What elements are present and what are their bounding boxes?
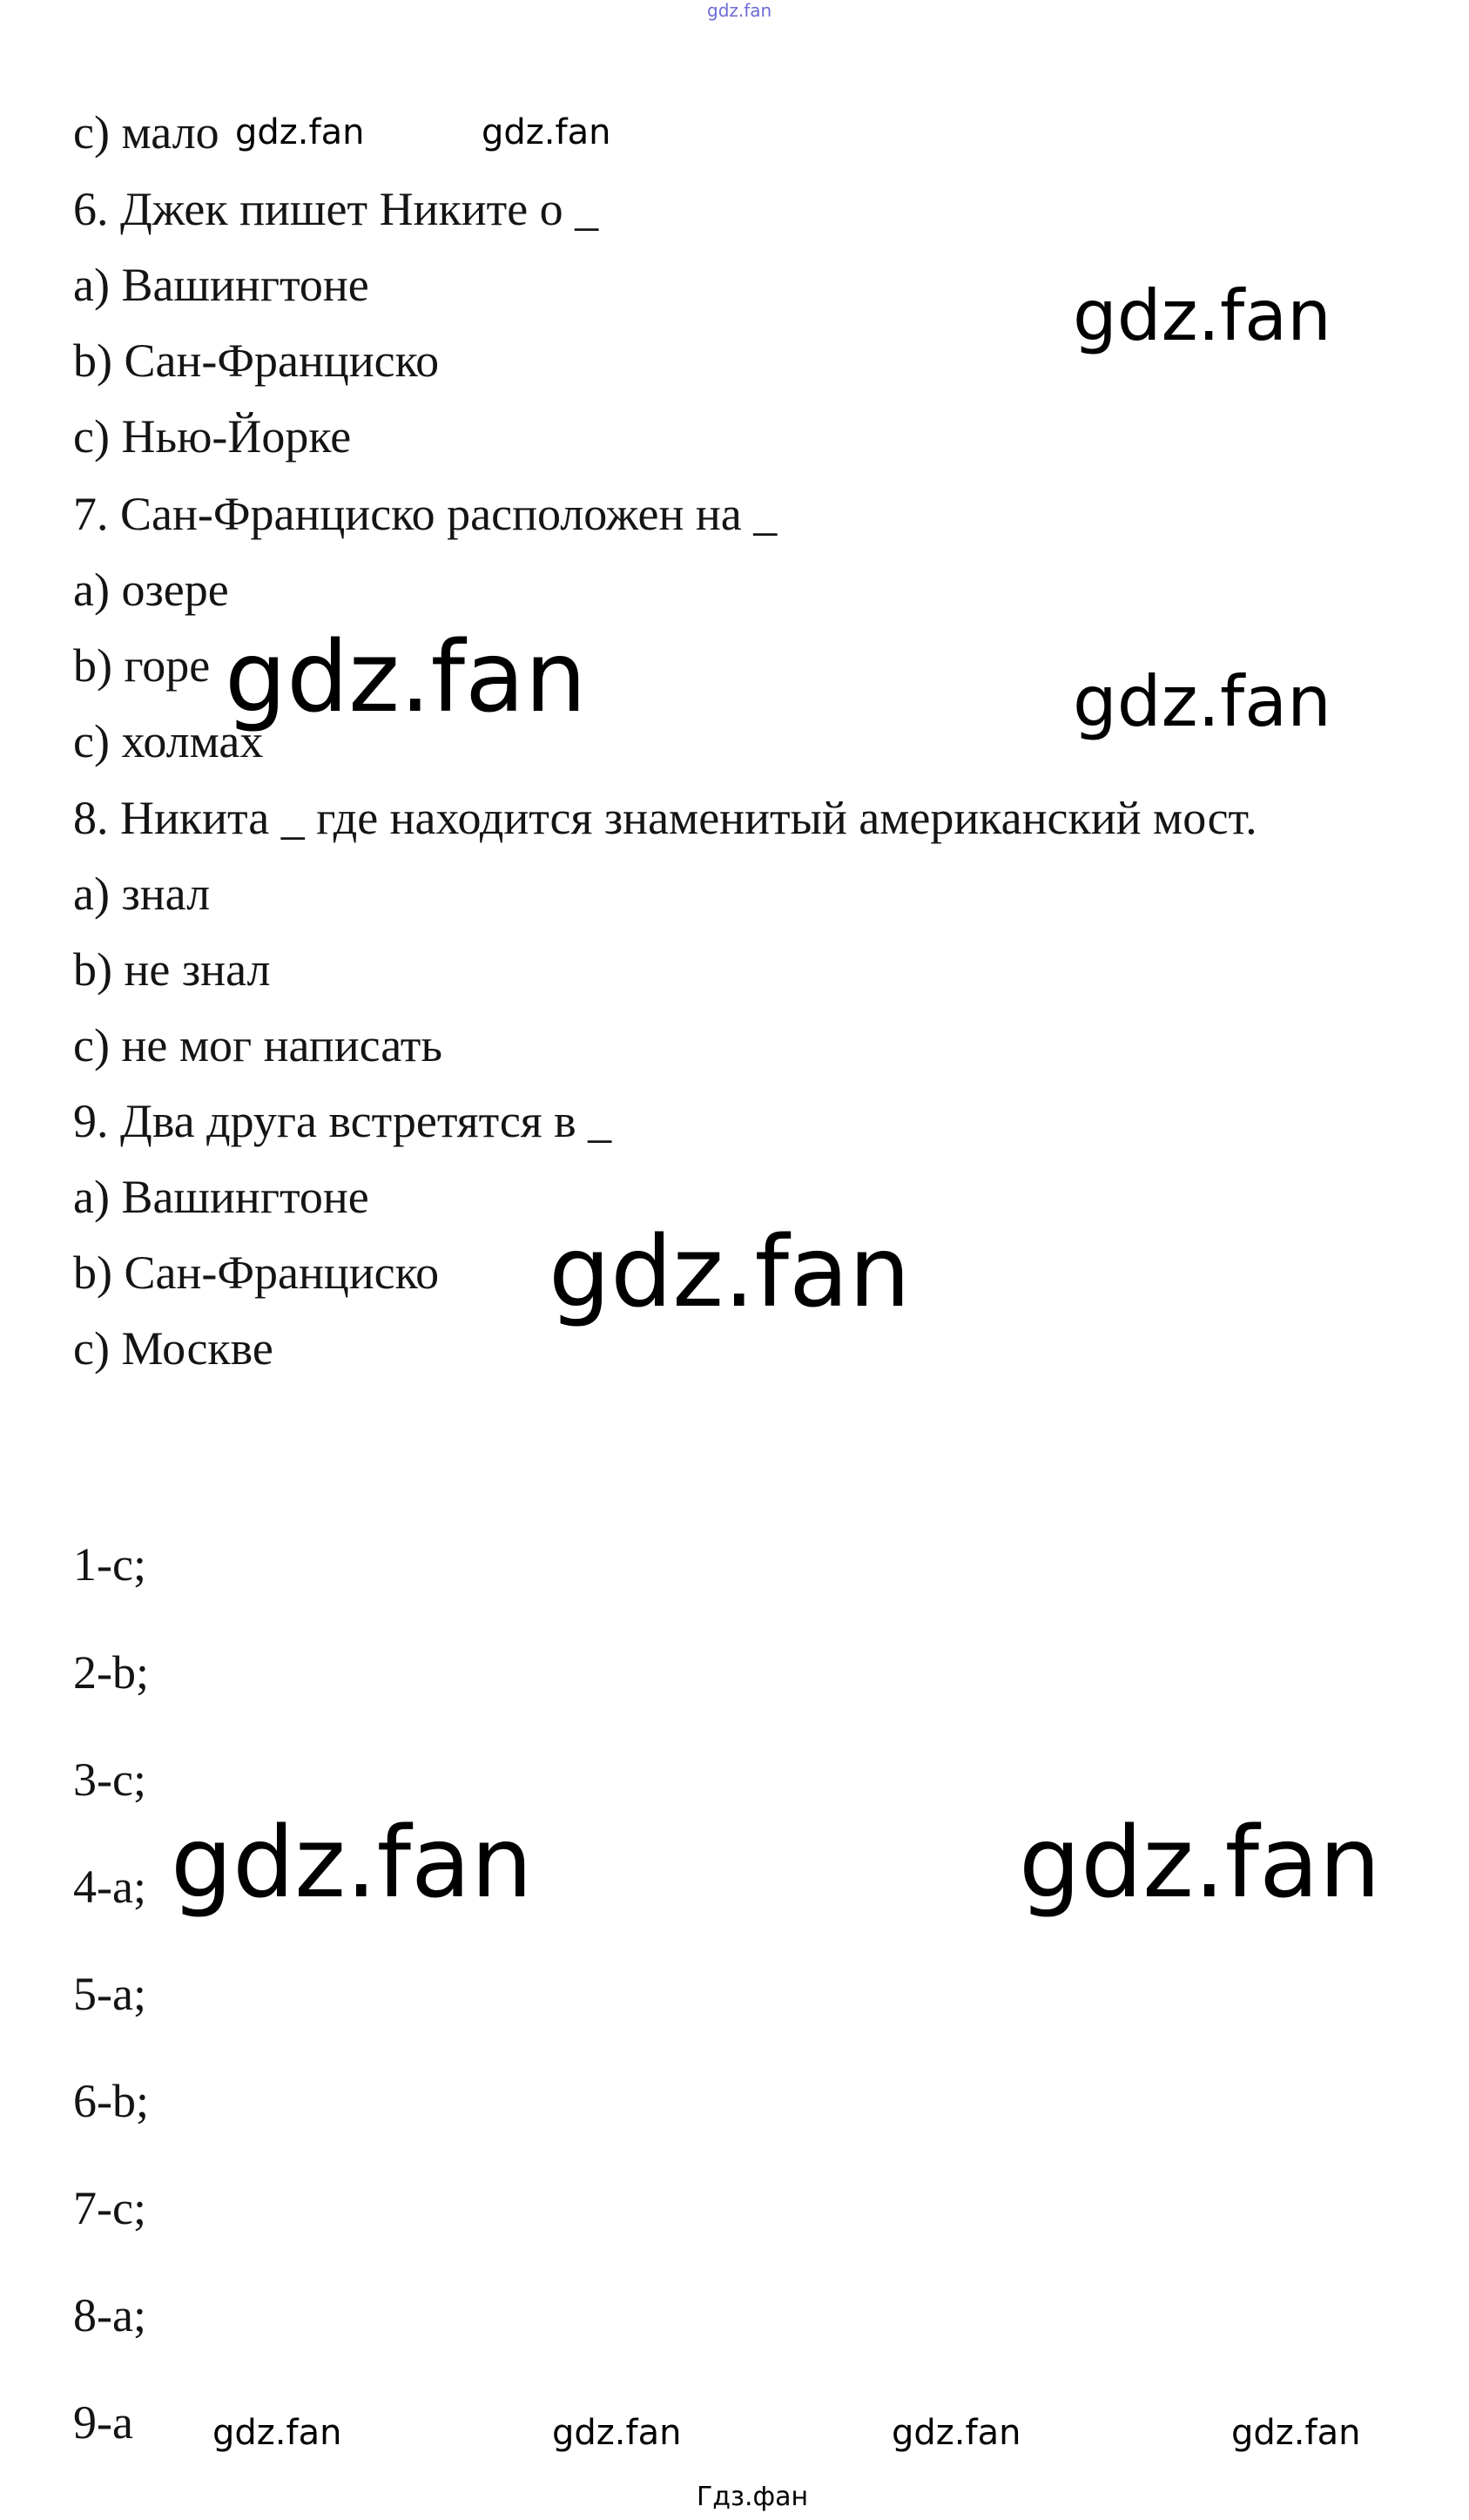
watermark: gdz.fan [1073,275,1331,356]
answer-9: 9-a [73,2396,133,2449]
question-9: 9. Два друга встретятся в _ [73,1095,612,1147]
watermark: gdz.fan [482,112,611,152]
option-7a: a) озере [73,564,229,616]
watermark: gdz.fan [549,1216,911,1329]
watermark: gdz.fan [1019,1807,1381,1920]
option-6c: c) Нью-Йорке [73,410,352,463]
answer-6: 6-b; [73,2075,149,2127]
answer-8: 8-a; [73,2289,146,2341]
watermark: gdz.fan [1073,661,1331,742]
top-watermark: gdz.fan [707,0,772,21]
watermark: gdz.fan [1231,2413,1361,2453]
watermark: gdz.fan [225,621,587,734]
option-8c: c) не мог написать [73,1019,443,1071]
option-8a: a) знал [73,868,211,920]
footer-site-name: Гдз.фан [697,2482,809,2512]
question-8: 8. Никита _ где находится знаменитый американский мост. [73,792,1257,844]
option-7b: b) горе [73,639,211,692]
question-7: 7. Сан-Франциско расположен на _ [73,488,778,540]
option-9b: b) Сан-Франциско [73,1246,440,1299]
option-5c: c) мало [73,106,219,159]
watermark: gdz.fan [171,1807,533,1920]
option-6a: a) Вашингтоне [73,259,369,311]
watermark: gdz.fan [212,2413,342,2453]
answer-1: 1-c; [73,1538,146,1591]
answer-7: 7-c; [73,2182,146,2234]
option-8b: b) не знал [73,943,271,996]
answer-3: 3-c; [73,1753,146,1806]
option-7c: c) холмах [73,715,264,767]
answer-2: 2-b; [73,1646,149,1699]
answer-4: 4-a; [73,1861,146,1913]
watermark: gdz.fan [552,2413,682,2453]
option-6b: b) Сан-Франциско [73,334,440,387]
watermark: gdz.fan [892,2413,1021,2453]
watermark: gdz.fan [235,112,365,152]
option-9c: c) Москве [73,1322,273,1375]
answer-5: 5-a; [73,1968,146,2020]
question-6: 6. Джек пишет Никите о _ [73,183,599,235]
option-9a: a) Вашингтоне [73,1171,369,1223]
